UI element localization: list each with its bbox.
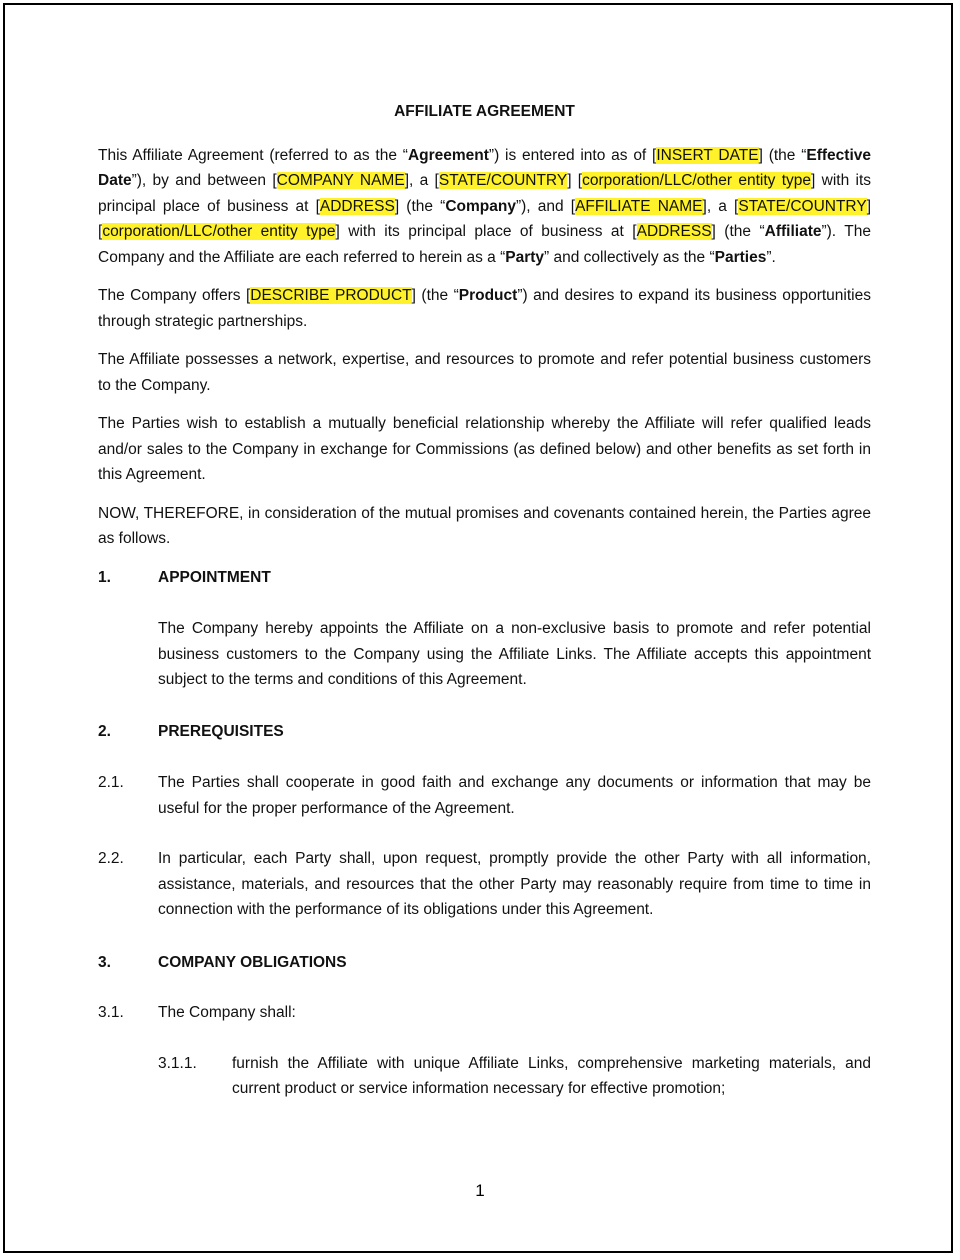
placeholder-highlight: DESCRIBE PRODUCT — [250, 287, 412, 304]
text: ] with its principal place of business at [ — [335, 223, 637, 240]
text: This Affiliate Agreement (referred to as the “ — [98, 146, 408, 164]
document-title: AFFILIATE AGREEMENT — [394, 103, 575, 120]
defined-term: Effective Date — [98, 146, 871, 189]
text: ] with its principal place of business at [ — [98, 172, 872, 215]
clause-number: 2.2. — [98, 850, 124, 867]
defined-term: Affiliate — [764, 223, 822, 240]
document-page — [3, 3, 953, 1253]
section-1-body — [98, 616, 871, 693]
section-title: COMPANY OBLIGATIONS — [158, 953, 347, 971]
clause-number: 3.1. — [98, 1004, 124, 1021]
clause-text: In particular, each Party shall, upon request, promptly provide the other Party with all information, assistance, materials, and resources that the other Party may reasonably require from time to time in connection with the performance of its obligations under this Agreement. — [158, 850, 871, 918]
text: ”) is entered into as of [ — [488, 146, 657, 164]
text: ”. — [766, 248, 776, 266]
placeholder-highlight: INSERT DATE — [656, 146, 759, 164]
text: ] (the “ — [758, 146, 807, 164]
document-body — [98, 99, 871, 1102]
clause-3-1 — [98, 1000, 871, 1026]
defined-term: Company — [445, 197, 516, 215]
text: ”) and desires to expand its business opportunities through strategic partnerships. — [98, 287, 871, 330]
section-title: APPOINTMENT — [158, 568, 271, 586]
now-therefore-paragraph: NOW, THEREFORE, in consideration of the mutual promises and covenants contained herein, the Parties agree as follows. — [98, 504, 871, 547]
section-2-heading — [98, 719, 871, 745]
recital-parties: The Parties wish to establish a mutually beneficial relationship whereby the Affiliate will refer qualified leads and/or sales to the Company in exchange for Commissions (as defined below) and other benefits as set forth in this Agreement. — [98, 415, 871, 483]
text: ], a [ — [702, 197, 739, 215]
clause-text: The Company shall: — [158, 1004, 296, 1021]
text: ”). The Company and the Affiliate are each referred to herein as a “ — [98, 223, 871, 266]
section-1-text: The Company hereby appoints the Affiliate on a non-exclusive basis to promote and refer potential business customers to the Company using the Affiliate Links. The Affiliate accepts this appointment subject to the terms and conditions of this Agreement. — [158, 620, 871, 688]
text: ” and collectively as the “ — [544, 248, 715, 266]
section-number: 3. — [98, 953, 111, 971]
text: ] (the “ — [394, 197, 446, 215]
placeholder-highlight: AFFILIATE NAME — [575, 197, 703, 215]
text: ”), and [ — [515, 197, 576, 215]
placeholder-highlight: STATE/COUNTRY — [738, 197, 867, 215]
text: ] [ — [567, 172, 583, 189]
defined-term: Agreement — [407, 146, 489, 164]
text: ”), by and between [ — [131, 172, 277, 189]
clause-number: 3.1.1. — [158, 1054, 197, 1072]
product-paragraph — [98, 283, 871, 334]
text: ], a [ — [404, 172, 439, 189]
intro-paragraph — [98, 143, 871, 271]
section-title: PREREQUISITES — [158, 722, 284, 740]
clause-3-1-1 — [98, 1051, 871, 1102]
section-3-heading — [98, 950, 871, 976]
recital-affiliate: The Affiliate possesses a network, expertise, and resources to promote and refer potential business customers to the Company. — [98, 351, 871, 394]
placeholder-highlight: corporation/LLC/other entity type — [582, 172, 812, 189]
placeholder-highlight: corporation/LLC/other entity type — [102, 223, 336, 240]
defined-term: Product — [458, 287, 518, 304]
text: ] (the “ — [711, 223, 765, 240]
placeholder-highlight: COMPANY NAME — [276, 172, 405, 189]
text: ] (the “ — [411, 287, 459, 304]
clause-text: The Parties shall cooperate in good faith and exchange any documents or information that may be useful for the proper performance of the Agreement. — [158, 774, 871, 817]
clause-text: furnish the Affiliate with unique Affiliate Links, comprehensive marketing materials, and current product or service information necessary for effective promotion; — [232, 1054, 871, 1097]
placeholder-highlight: ADDRESS — [636, 223, 712, 240]
text: The Company offers [ — [98, 287, 251, 304]
section-number: 1. — [98, 568, 111, 586]
clause-2-2 — [98, 846, 871, 923]
defined-term: Party — [505, 248, 545, 266]
section-1-heading — [98, 565, 871, 591]
defined-term: Parties — [714, 248, 767, 266]
clause-2-1 — [98, 770, 871, 821]
clause-number: 2.1. — [98, 774, 124, 791]
text: ] [ — [98, 197, 872, 240]
page-number: 1 — [475, 1181, 485, 1200]
section-number: 2. — [98, 722, 111, 740]
placeholder-highlight: ADDRESS — [319, 197, 395, 215]
placeholder-highlight: STATE/COUNTRY — [438, 172, 568, 189]
